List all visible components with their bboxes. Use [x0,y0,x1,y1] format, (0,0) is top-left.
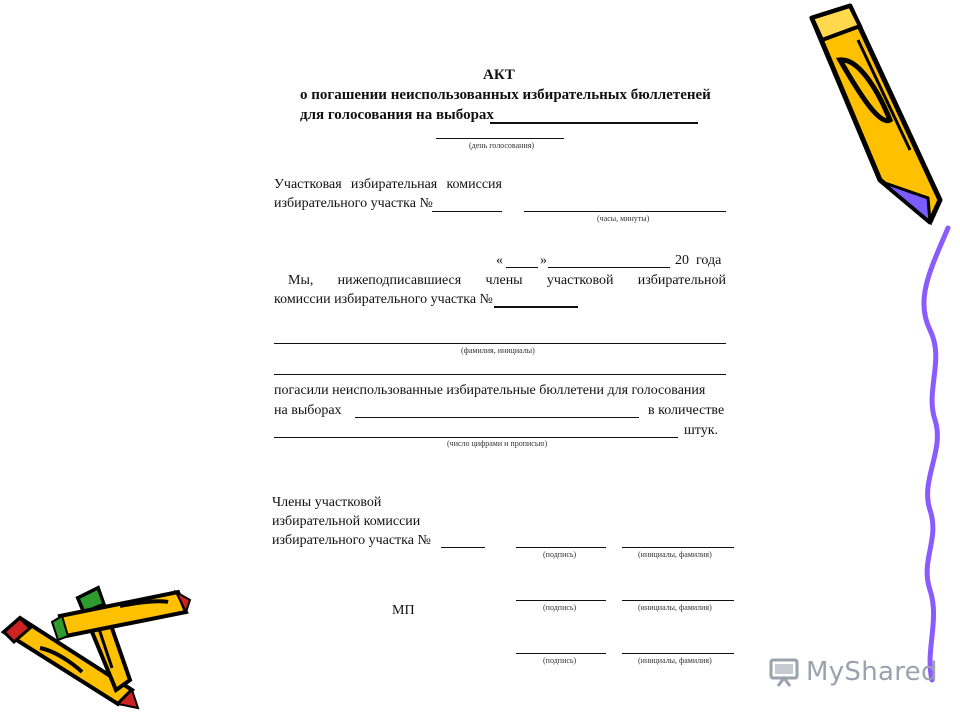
members-precinct-field [441,547,485,548]
commission-line2: избирательного участка № [274,196,433,211]
initials-caption: (инициалы, фамилия) [638,550,712,559]
page-title: АКТ [483,67,515,83]
undersigned-word: нижеподписавшиеся [337,273,462,288]
pieces-label: штук. [684,423,719,438]
initials-field [622,600,734,601]
voting-day-field [436,138,564,139]
commission-word: комиссия [446,177,502,192]
undersigned-line [288,274,726,288]
names-field-2 [274,374,726,375]
date-close-quote: » [540,253,547,268]
undersigned-word: участковой [546,273,614,288]
date-open-quote: « [496,253,503,268]
signature-field [516,547,606,548]
commission-line1 [274,178,502,192]
voting-day-caption: (день голосования) [469,141,535,150]
signature-field [516,653,606,654]
precinct-number-field [432,211,502,212]
elections-prefix: на выборах [274,403,342,418]
count-field [274,437,678,438]
projector-screen-icon [768,656,800,688]
act-subtitle-line2: для голосования на выборах [300,107,494,123]
date-month-field [548,267,670,268]
names-field-1 [274,343,726,344]
undersigned-word: избирательной [637,273,726,288]
members-line1: Члены участковой [272,495,382,510]
watermark-text: MyShared [806,657,938,687]
date-day-field [506,267,538,268]
signature-caption: (подпись) [543,656,577,665]
undersigned-word: Мы, [288,273,314,288]
initials-field [622,547,734,548]
elections-suffix: в количестве [648,403,725,418]
elections-name-field [490,122,698,124]
commission-word: Участковая [274,177,342,192]
date-year-prefix: 20 [675,253,689,268]
members-line3: избирательного участка № [272,533,431,548]
precinct-number-field-2 [494,306,578,308]
signature-caption: (подпись) [543,603,577,612]
signature-caption: (подпись) [543,550,577,559]
count-caption: (число цифрами и прописью) [447,439,548,448]
elections-field [355,417,639,418]
act-subtitle-line1: о погашении неиспользованных избирательных бюллетеней [300,87,711,103]
members-line2: избирательной комиссии [272,514,421,529]
names-caption: (фамилия, инициалы) [461,346,535,355]
undersigned-word: члены [485,273,523,288]
stamp-label: МП [392,603,415,618]
initials-caption: (инициалы, фамилия) [638,603,712,612]
time-caption: (часы, минуты) [597,214,650,223]
commission-word: избирательная [350,177,438,192]
time-field [524,211,726,212]
initials-caption: (инициалы, фамилия) [638,656,712,665]
date-word: года [696,253,722,268]
signature-field [516,600,606,601]
watermark [768,656,938,688]
initials-field [622,653,734,654]
repaid-line: погасили неиспользованные избирательные бюллетени для голосования [274,383,706,398]
undersigned-line2: комиссии избирательного участка № [274,292,493,307]
